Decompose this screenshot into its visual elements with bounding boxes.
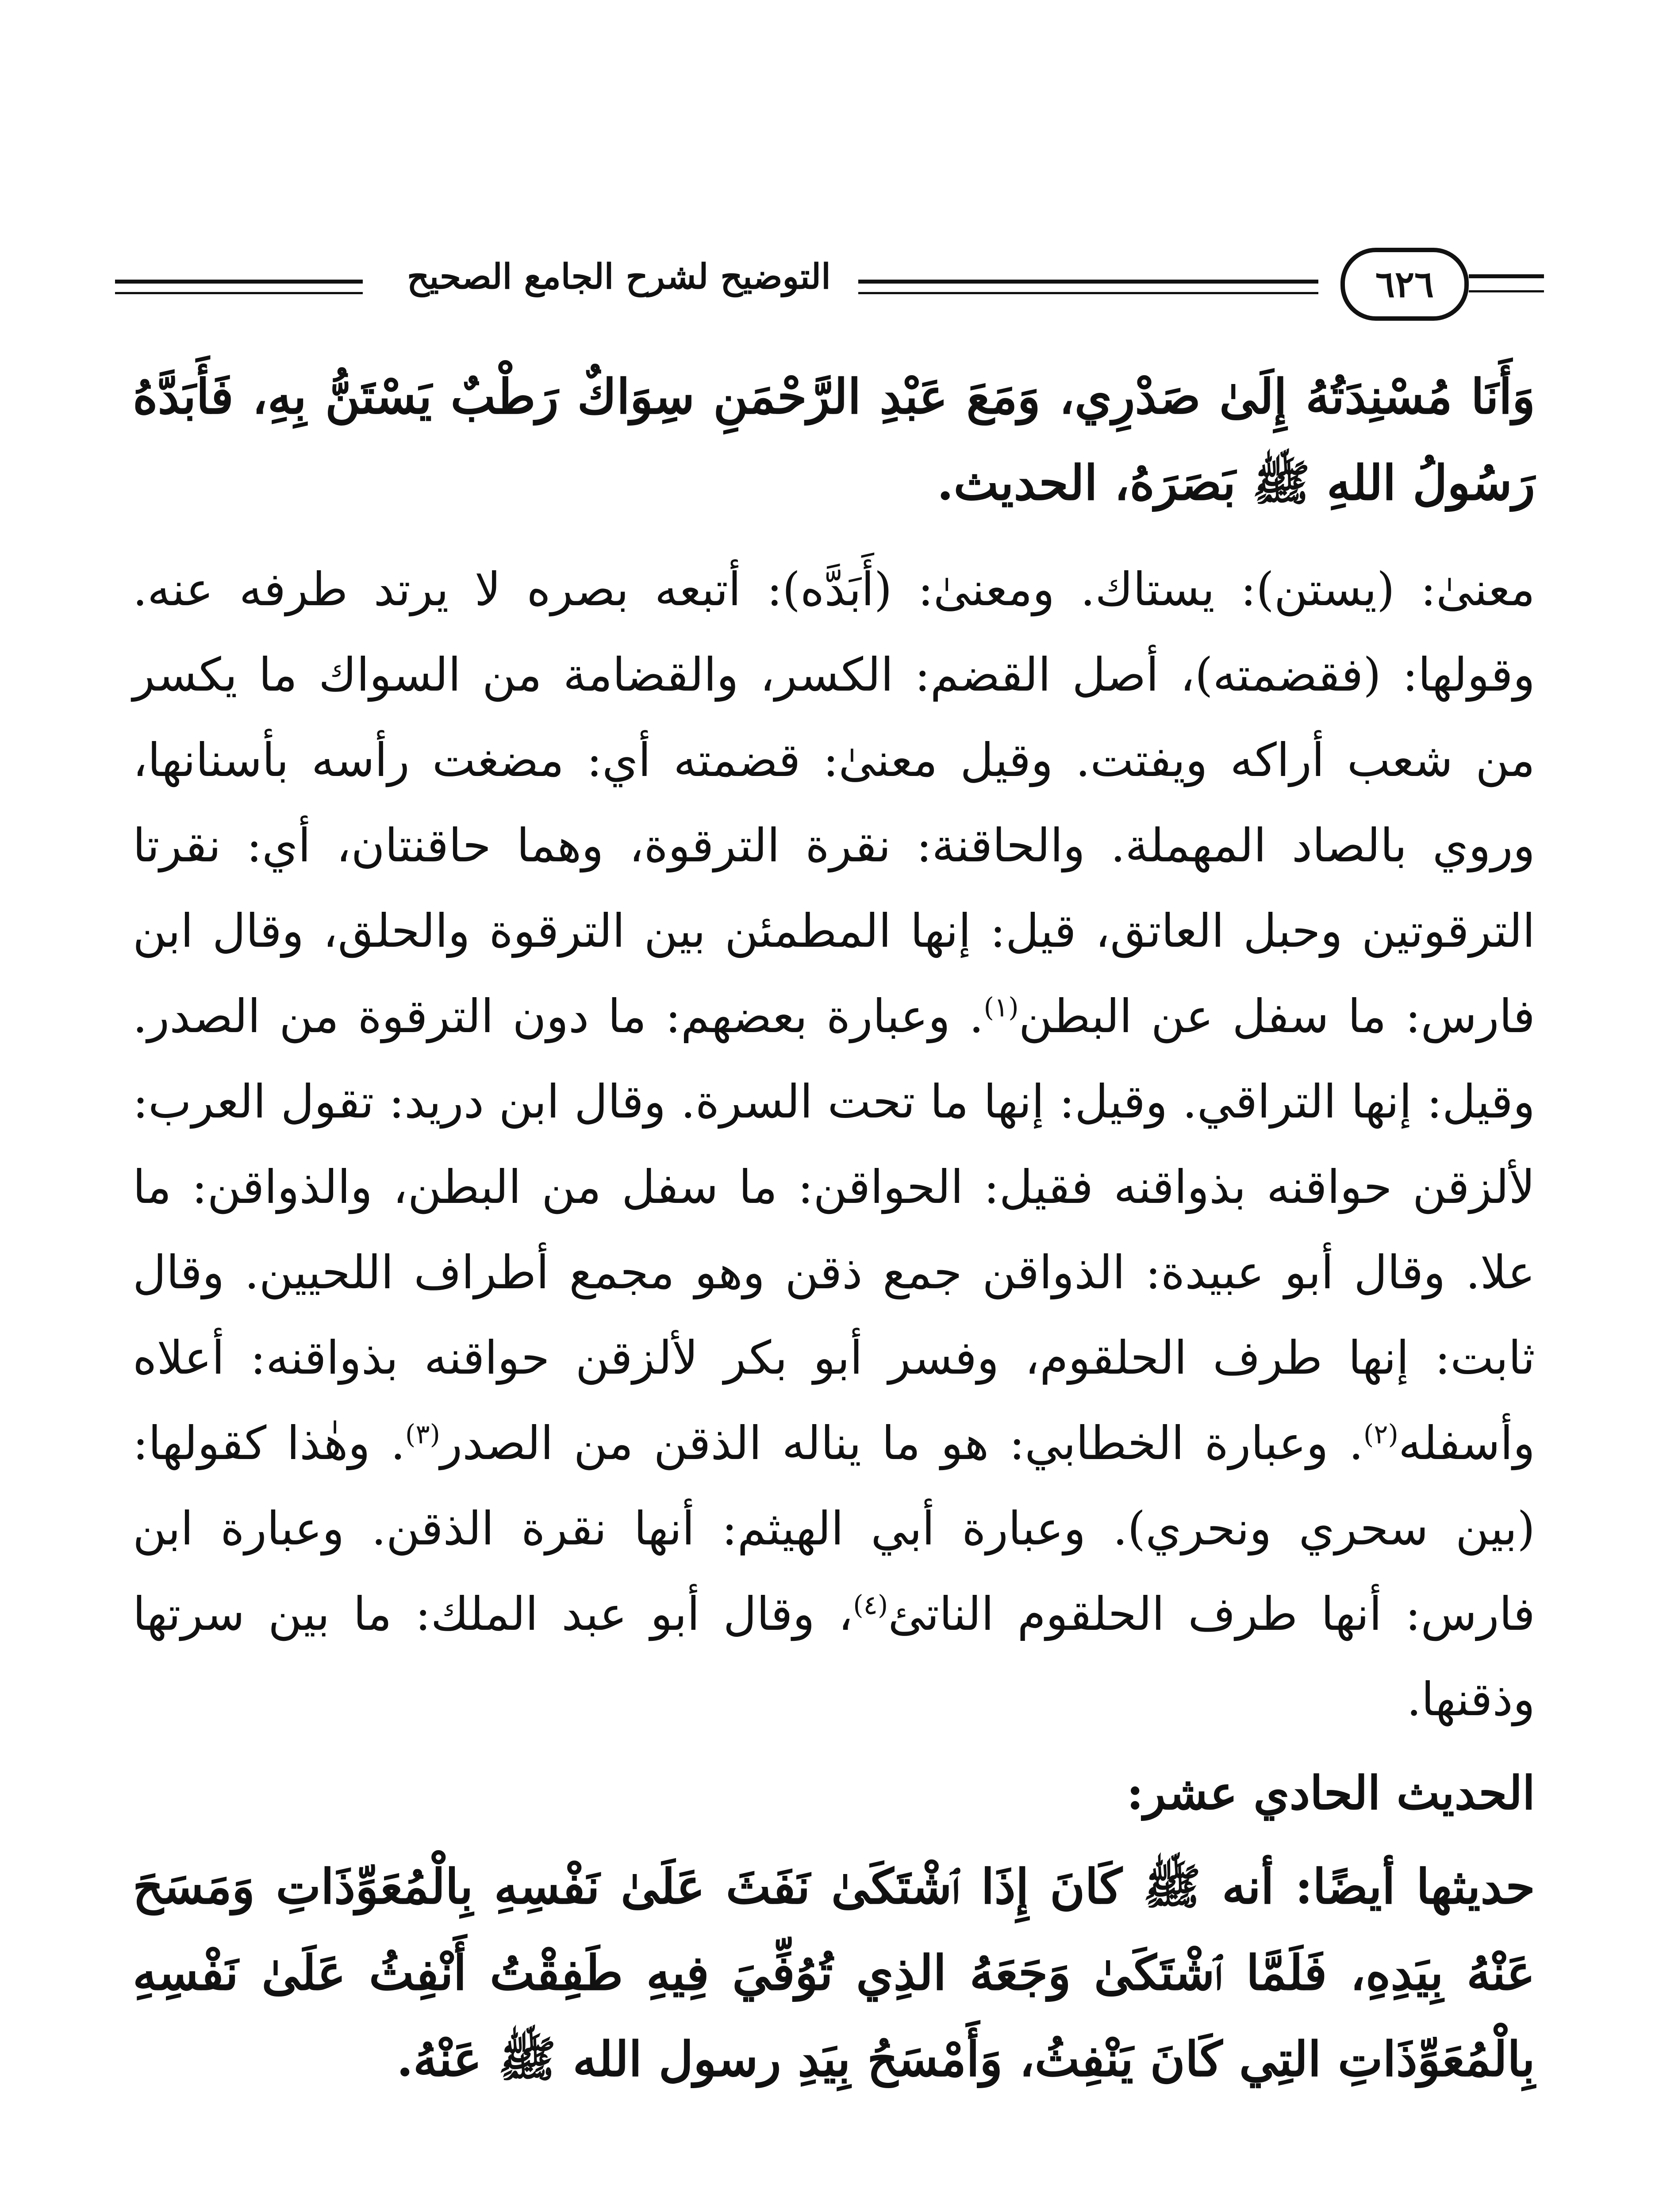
- running-header: [115, 248, 1544, 336]
- header-rule-right-top: [1469, 274, 1544, 278]
- commentary-text-3: . وعبارة الخطابي: هو ما يناله الذقن من الصدر: [440, 1416, 1363, 1470]
- footnote-ref-1[interactable]: (١): [983, 992, 1019, 1023]
- commentary-text-1: معنىٰ: (يستن): يستاك. ومعنىٰ: (أَبَدَّه): أتبعه بصره لا يرتد طرفه عنه. وقولها: (فقضمته)، أصل القضم: الكسر، والقضامة من السواك ما يكسر من شعب أراكه ويفتت. وقيل معنىٰ: قضمته أي: مضغت رأسه بأسنانها، وروي بالصاد المهملة. والحاقنة: نقرة الترقوة، وهما حاقنتان، أي: نقرتا الترقوتين وحبل العاتق، قيل: إنها المطمئن بين الترقوة والحلق، وقال ابن فارس: ما سفل عن البطن: [133, 562, 1535, 1043]
- commentary-text-2: . وعبارة بعضهم: ما دون الترقوة من الصدر. وقيل: إنها التراقي. وقيل: إنها ما تحت السرة. وقال ابن دريد: تقول العرب: لألزقن حواقنه بذواقنه فقيل: الحواقن: ما سفل من البطن، والذواقن: ما علا. وقال أبو عبيدة: الذواقن جمع ذقن وهو مجمع أطراف اللحيين. وقال ثابت: إنها طرف الحلقوم، وفسر أبو بكر لألزقن حواقنه بذواقنه: أعلاه وأسفله: [133, 989, 1535, 1470]
- header-rule-left-top: [115, 280, 363, 284]
- header-rule-right-bottom: [1469, 290, 1544, 292]
- footnote-ref-3[interactable]: (٣): [405, 1419, 440, 1450]
- running-title: التوضيح لشرح الجامع الصحيح: [407, 257, 831, 297]
- commentary-paragraph: [133, 547, 1535, 1742]
- footnote-ref-2[interactable]: (٢): [1363, 1419, 1398, 1450]
- hadith-continuation: وَأَنَا مُسْنِدَتُهُ إِلَىٰ صَدْرِي، وَمَعَ عَبْدِ الرَّحْمَنِ سِوَاكٌ رَطْبٌ يَسْتَنُّ بِهِ، فَأَبَدَّهُ رَسُولُ اللهِ ﷺ بَصَرَهُ، الحديث.: [133, 369, 1535, 511]
- page-body: [133, 354, 1535, 2103]
- hadith-11-intro: حديثها أيضًا: أنه ﷺ: [1143, 1859, 1535, 1915]
- footnote-ref-4[interactable]: (٤): [853, 1590, 888, 1621]
- hadith-11: [133, 1844, 1535, 2103]
- page-number-frame: [1336, 248, 1469, 323]
- header-rule-middle-top: [858, 280, 1318, 284]
- commentary-text-4: . وهٰذا كقولها: (بين سحري ونحري). وعبارة أبي الهيثم: أنها نقرة الذقن. وعبارة ابن فارس: أنها طرف الحلقوم الناتئ: [133, 1416, 1536, 1641]
- commentary-text-5: ، وقال أبو عبد الملك: ما بين سرتها وذقنها.: [133, 1587, 1535, 1726]
- header-rule-middle-bottom: [858, 292, 1318, 294]
- page-number: ٦٢٦: [1375, 263, 1434, 306]
- header-rule-left-bottom: [115, 292, 363, 294]
- section-heading: الحديث الحادي عشر:: [1126, 1766, 1535, 1820]
- page-number-badge: [1340, 248, 1469, 321]
- hadith-11-text: كَانَ إِذَا ٱشْتَكَىٰ نَفَثَ عَلَىٰ نَفْسِهِ بِالْمُعَوِّذَاتِ وَمَسَحَ عَنْهُ بِيَدِهِ، فَلَمَّا ٱشْتَكَىٰ وَجَعَهُ الذِي تُوُفِّيَ فِيهِ طَفِقْتُ أَنْفِثُ عَلَىٰ نَفْسِهِ بِالْمُعَوِّذَاتِ التِي كَانَ يَنْفِثُ، وَأَمْسَحُ بِيَدِ رسول الله ﷺ عَنْهُ.: [133, 1859, 1535, 2087]
